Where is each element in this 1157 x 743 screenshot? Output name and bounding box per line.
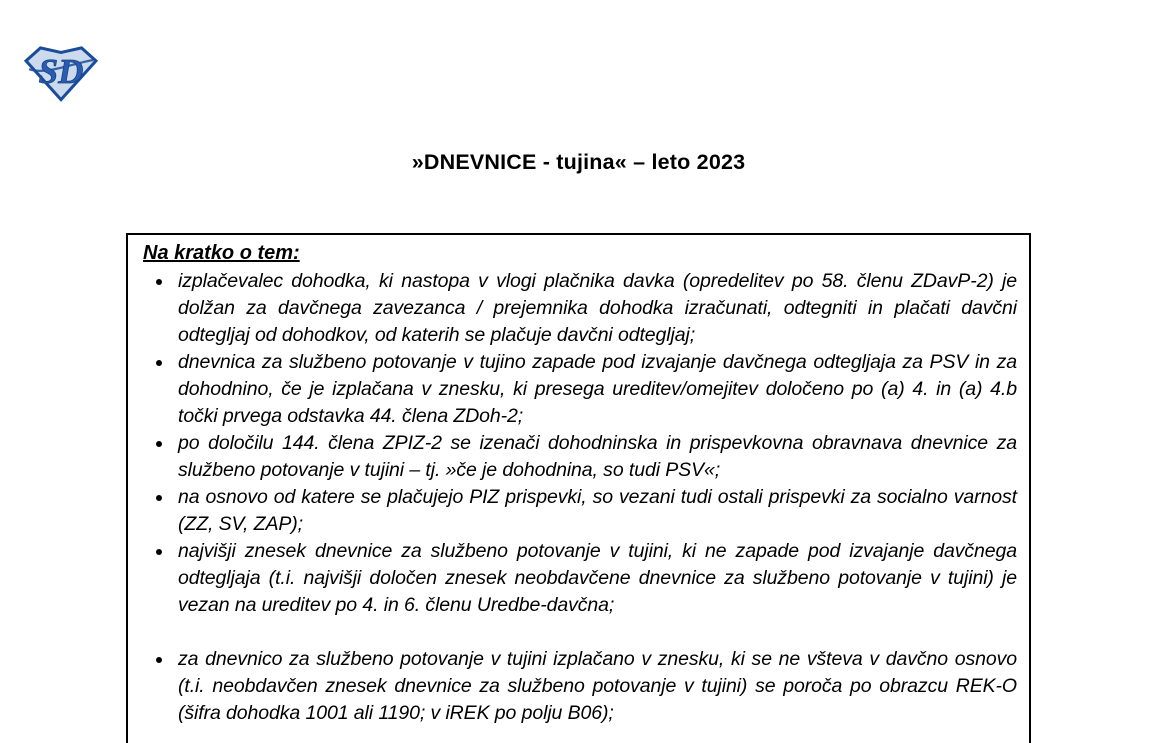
bullet-item-3: • po določilu 144. člena ZPIZ-2 se izenači dohodninska in prispevkovna obravnava dnevnice za službeno potovanje v tujini – tj. »če je dohodnina, so tudi PSV«; [174, 430, 1017, 484]
sd-diamond-logo-icon [23, 43, 99, 103]
summary-box-heading: Na kratko o tem: [143, 242, 300, 264]
bullet-item-5: • najvišji znesek dnevnice za službeno potovanje v tujini, ki ne zapade pod izvajanje davčnega odtegljaja (t.i. najvišji določen znesek neobdavčene dnevnice za službeno potovanje v tujini) je vezan na ureditev po 4. in 6. členu Uredbe-davčna; [174, 538, 1017, 619]
summary-box [126, 233, 1031, 743]
bullet-item-6: • za dnevnico za službeno potovanje v tujini izplačano v znesku, ki se ne všteva v davčno osnovo (t.i. neobdavčen znesek dnevnice za službeno potovanje v tujini) se poroča po obrazcu REK-O (šifra dohodka 1001 ali 1190; v iREK po polju B06); [174, 646, 1017, 727]
bullet-item-2: • dnevnica za službeno potovanje v tujino zapade pod izvajanje davčnega odtegljaja za PSV in za dohodnino, če je izplačana v znesku, ki presega ureditev/omejitev določeno po (a) 4. in (a) 4.b točki prvega odstavka 44. člena ZDoh-2; [174, 349, 1017, 430]
summary-bullet-list [141, 268, 1017, 727]
logo-letters: SD [38, 51, 84, 91]
bullet-item-4: • na osnovo od katere se plačujejo PIZ prispevki, so vezani tudi ostali prispevki za socialno varnost (ZZ, SV, ZAP); [174, 484, 1017, 538]
bullet-item-1: • izplačevalec dohodka, ki nastopa v vlogi plačnika davka (opredelitev po 58. členu ZDavP-2) je dolžan za davčnega zavezanca / prejemnika dohodka izračunati, odtegniti in plačati davčni odtegljaj od dohodkov, od katerih se plačuje davčni odtegljaj; [174, 268, 1017, 349]
page-title: »DNEVNICE - tujina« – leto 2023 [411, 150, 746, 174]
